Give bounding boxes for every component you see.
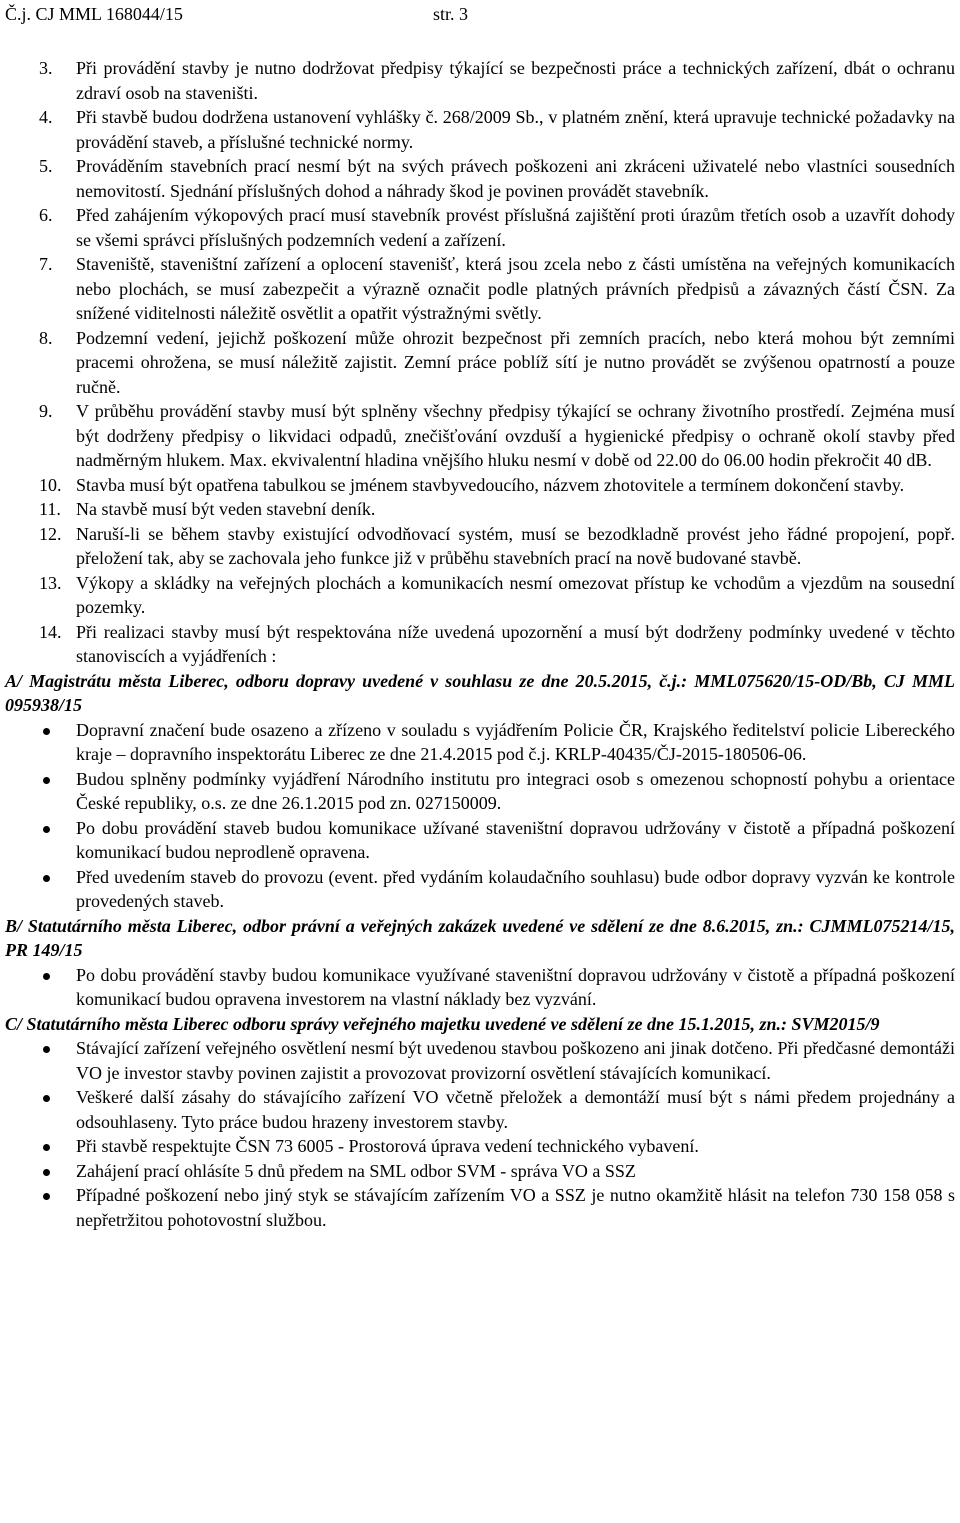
document-reference: Č.j. CJ MML 168044/15 [5, 4, 183, 24]
page-header [5, 0, 955, 25]
list-item [5, 203, 955, 252]
bullet-text: Po dobu provádění stavby budou komunikace využívané staveništní dopravou udržovány v čistotě a případná poškození komunikací budou opravena investorem na vlastní náklady bez vyzvání. [76, 964, 955, 1009]
item-number: 12. [39, 523, 62, 544]
bullet-text: Při stavbě respektujte ČSN 73 6005 - Prostorová úprava vedení technického vybavení. [76, 1136, 699, 1156]
item-number: 10. [39, 474, 62, 495]
item-number: 13. [39, 572, 62, 593]
bullet-text: Dopravní značení bude osazeno a zřízeno v souladu s vyjádřením Policie ČR, Krajského ředitelství policie Libereckého kraje – dopravního inspektorátu Liberec ze dne 21.4.2015 pod č.j. KRLP-40435/ČJ-2015-180506-06. [76, 719, 955, 764]
bullet-item [5, 767, 955, 816]
item-text: Před zahájením výkopových prací musí stavebník provést příslušná zajištění proti úrazům třetích osob a uzavřít dohody se všemi správci příslušných podzemních vedení a zařízení. [76, 205, 955, 250]
item-text: Stavba musí být opatřena tabulkou se jménem stavbyvedoucího, názvem zhotovitele a termínem dokončení stavby. [76, 474, 905, 495]
list-item [5, 620, 955, 669]
item-text: Při realizaci stavby musí být respektována níže uvedená upozornění a musí být dodrženy podmínky uvedené v těchto stanoviscích a vyjádřeních : [76, 621, 955, 666]
bullet-icon [43, 1169, 50, 1176]
bullet-item [5, 1036, 955, 1085]
list-item [5, 571, 955, 620]
section-heading-c: C/ Statutárního města Liberec odboru správy veřejného majetku uvedené ve sdělení ze dne 15.1.2015, zn.: SVM2015/9 [5, 1013, 880, 1034]
item-number: 3. [39, 58, 53, 78]
bullet-text: Veškeré další zásahy do stávajícího zařízení VO včetně přeložek a demontáží musí být s námi předem projednány a odsouhlaseny. Tyto práce budou hrazeny investorem stavby. [76, 1087, 955, 1132]
item-text: Při stavbě budou dodržena ustanovení vyhlášky č. 268/2009 Sb., v platném znění, která upravuje technické požadavky na provádění staveb, a příslušné technické normy. [76, 107, 955, 152]
list-item [5, 154, 955, 203]
item-number: 7. [39, 254, 53, 274]
item-text: Při provádění stavby je nutno dodržovat předpisy týkající se bezpečnosti práce a technických zařízení, dbát o ochranu zdraví osob na staveništi. [76, 58, 955, 103]
item-text: Naruší-li se během stavby existující odvodňovací systém, musí se bezodkladně provést jeho řádné propojení, popř. přeložení tak, aby se zachovala jeho funkce již v průběhu stavebních prací na nově budované stavbě. [76, 523, 955, 568]
bullet-icon [43, 1144, 50, 1151]
bullet-item [5, 865, 955, 914]
item-number: 6. [39, 205, 53, 225]
item-text: V průběhu provádění stavby musí být splněny všechny předpisy týkající se ochrany životního prostředí. Zejména musí být dodrženy předpisy o likvidaci odpadů, znečišťování ovzduší a hygienické předpisy o ochraně okolí stavby před nadměrným hlukem. Max. ekvivalentní hladina vnějšího hluku nesmí v době od 22.00 do 06.00 hodin překročit 40 dB. [76, 401, 955, 470]
section-heading-a: A/ Magistrátu města Liberec, odboru dopravy uvedené v souhlasu ze dne 20.5.2015, č.j.: MML075620/15-OD/Bb, CJ MML 095938/15 [5, 670, 955, 715]
bullet-text: Stávající zařízení veřejného osvětlení nesmí být uvedenou stavbou poškozeno ani jinak dotčeno. Při předčasné demontáži VO je investor stavby povinen zajistit a provozovat provizorní osvětlení stávajících komunikací. [76, 1038, 955, 1083]
bullet-icon [43, 728, 50, 735]
list-item [5, 522, 955, 571]
list-item [5, 105, 955, 154]
document-body [5, 56, 955, 1232]
bullet-item [5, 718, 955, 767]
item-number: 4. [39, 107, 53, 127]
item-text: Staveniště, staveništní zařízení a oplocení stavenišť, která jsou zcela nebo z části umístěna na veřejných komunikacích nebo plochách, se musí zabezpečit a výrazně označit podle platných právních předpisů a závazných částí ČSN. Za snížené viditelnosti náležitě osvětlit a opatřit výstražnými světly. [76, 254, 955, 323]
bullet-item [5, 816, 955, 865]
item-text: Prováděním stavebních prací nesmí být na svých právech poškozeni ani zkráceni uživatelé nebo vlastníci sousedních nemovitostí. Sjednání příslušných dohod a náhrady škod je povinen provádět stavebník. [76, 156, 955, 201]
list-item [5, 326, 955, 400]
item-number: 14. [39, 621, 62, 642]
item-text: Výkopy a skládky na veřejných plochách a komunikacích nesmí omezovat přístup ke vchodům a vjezdům na sousední pozemky. [76, 572, 955, 617]
list-item [5, 473, 955, 498]
bullet-icon [43, 973, 50, 980]
bullet-text: Zahájení prací ohlásíte 5 dnů předem na SML odbor SVM - správa VO a SSZ [76, 1160, 636, 1181]
bullet-icon [43, 1046, 50, 1053]
list-item [5, 252, 955, 326]
bullet-item [5, 1159, 955, 1184]
bullet-item [5, 963, 955, 1012]
bullet-text: Před uvedením staveb do provozu (event. před vydáním kolaudačního souhlasu) bude odbor dopravy vyzván ke kontrole provedených staveb. [76, 866, 955, 911]
bullet-text: Případné poškození nebo jiný styk se stávajícím zařízením VO a SSZ je nutno okamžitě hlásit na telefon 730 158 058 s nepřetržitou pohotovostní službou. [76, 1185, 955, 1230]
bullet-icon [43, 777, 50, 784]
bullet-icon [43, 1193, 50, 1200]
bullet-icon [43, 826, 50, 833]
bullet-item [5, 1183, 955, 1232]
list-item [5, 56, 955, 105]
item-text: Na stavbě musí být veden stavební deník. [76, 499, 376, 519]
item-number: 8. [39, 327, 53, 348]
page-number: str. 3 [433, 4, 469, 24]
list-item [5, 399, 955, 473]
bullet-icon [43, 1095, 50, 1102]
item-number: 5. [39, 156, 53, 176]
bullet-item [5, 1085, 955, 1134]
item-text: Podzemní vedení, jejichž poškození může ohrozit bezpečnost při zemních pracích, nebo která mohou být zemními pracemi ohrožena, se musí náležitě zajistit. Zemní práce poblíž sítí je nutno provádět se zvýšenou opatrností a pouze ručně. [76, 327, 955, 397]
bullet-icon [43, 875, 50, 882]
section-heading-b: B/ Statutárního města Liberec, odbor právní a veřejných zakázek uvedené ve sdělení ze dne 8.6.2015, zn.: CJMML075214/15, PR 149/15 [5, 915, 955, 960]
bullet-item [5, 1134, 955, 1159]
bullet-text: Po dobu provádění staveb budou komunikace užívané staveništní dopravou udržovány v čistotě a případná poškození komunikací budou neprodleně opravena. [76, 817, 955, 862]
item-number: 9. [39, 401, 53, 421]
list-item [5, 497, 955, 522]
item-number: 11. [39, 499, 61, 519]
bullet-text: Budou splněny podmínky vyjádření Národního institutu pro integraci osob s omezenou schopností pohybu a orientace České republiky, o.s. ze dne 26.1.2015 pod zn. 027150009. [76, 768, 955, 813]
